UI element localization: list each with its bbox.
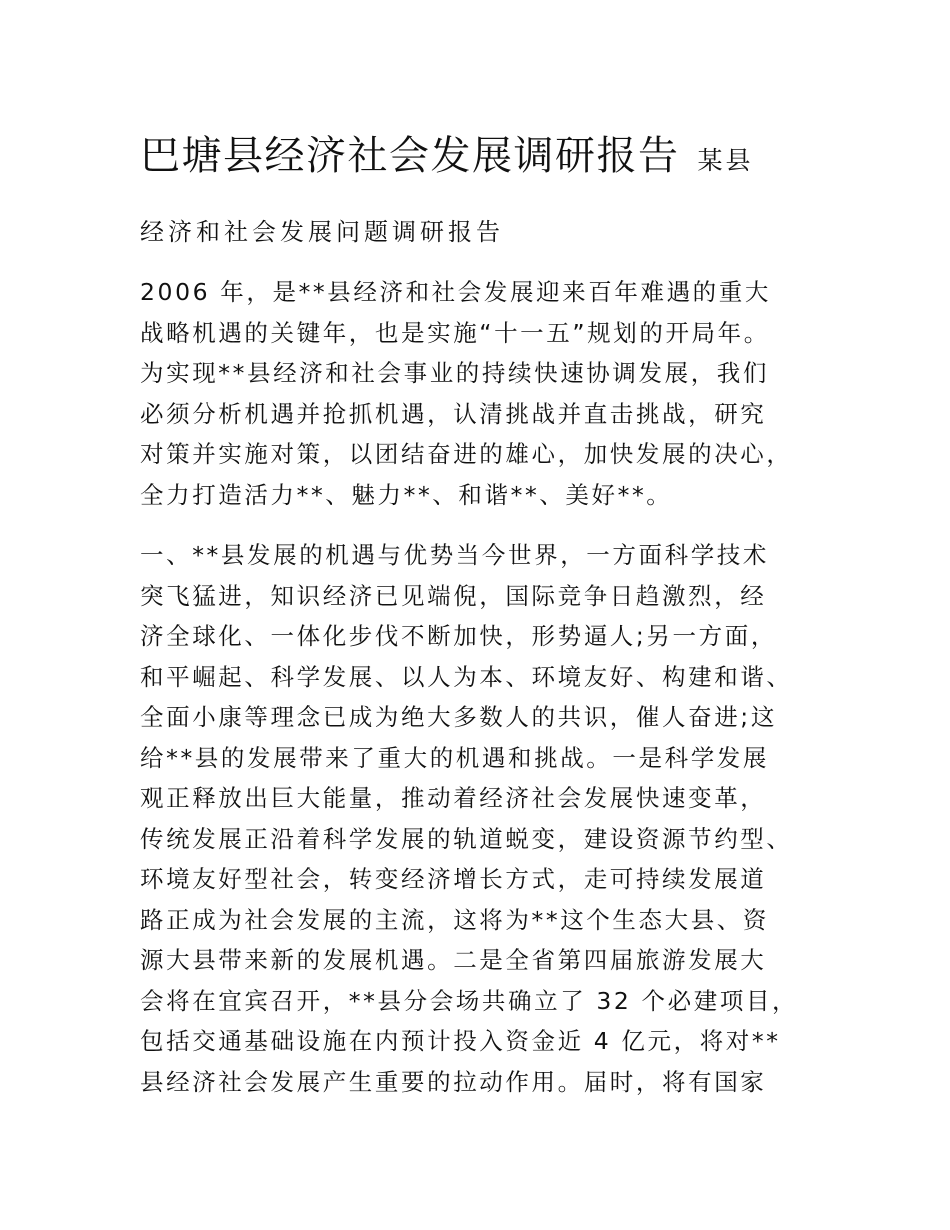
text-line: 路正成为社会发展的主流，这将为**这个生态大县、资 xyxy=(140,905,769,934)
text-line: 突飞猛进，知识经济已见端倪，国际竞争日趋激烈，经 xyxy=(140,581,767,610)
paragraph-intro xyxy=(140,272,820,515)
text-line: 一、**县发展的机遇与优势当今世界，一方面科学技术 xyxy=(140,541,769,569)
text-line: 源大县带来新的发展机遇。二是全省第四届旅游发展大 xyxy=(140,946,767,974)
text-line: 2006 年，是**县经济和社会发展迎来百年难遇的重大 xyxy=(140,278,771,306)
document-subtitle: 经济和社会发展问题调研报告 xyxy=(140,218,504,246)
text-line: 必须分析机遇并抢抓机遇，认清挑战并直击挑战，研究 xyxy=(140,399,767,428)
text-line: 观正释放出巨大能量，推动着经济社会发展快速变革， xyxy=(140,784,767,812)
title-suffix-text: 某县 xyxy=(697,146,754,175)
text-line: 会将在宜宾召开，**县分会场共确立了 32 个必建项目， xyxy=(140,986,799,1015)
text-line: 对策并实施对策，以团结奋进的雄心，加快发展的决心， xyxy=(140,440,793,468)
text-line: 全力打造活力**、魅力**、和谐**、美好**。 xyxy=(140,480,673,509)
title-main-text: 巴塘县经济社会发展调研报告 xyxy=(140,133,680,179)
text-line: 包括交通基础设施在内预计投入资金近 4 亿元，将对** xyxy=(140,1027,781,1055)
paragraph-opportunities xyxy=(140,535,820,1102)
text-line: 济全球化、一体化步伐不断加快，形势逼人;另一方面， xyxy=(140,622,777,650)
document-title xyxy=(140,128,820,184)
text-line: 全面小康等理念已成为绝大多数人的共识，催人奋进;这 xyxy=(140,703,777,731)
text-line: 县经济社会发展产生重要的拉动作用。届时，将有国家 xyxy=(140,1067,767,1096)
text-line: 战略机遇的关键年，也是实施“十一五”规划的开局年。 xyxy=(140,318,770,347)
text-line: 为实现**县经济和社会事业的持续快速协调发展，我们 xyxy=(140,359,769,387)
text-line: 传统发展正沿着科学发展的轨道蜕变，建设资源节约型、 xyxy=(140,824,793,853)
text-line: 给**县的发展带来了重大的机遇和挑战。一是科学发展 xyxy=(140,743,769,772)
text-line: 环境友好型社会，转变经济增长方式，走可持续发展道 xyxy=(140,865,767,893)
text-line: 和平崛起、科学发展、以人为本、环境友好、构建和谐、 xyxy=(140,662,793,691)
